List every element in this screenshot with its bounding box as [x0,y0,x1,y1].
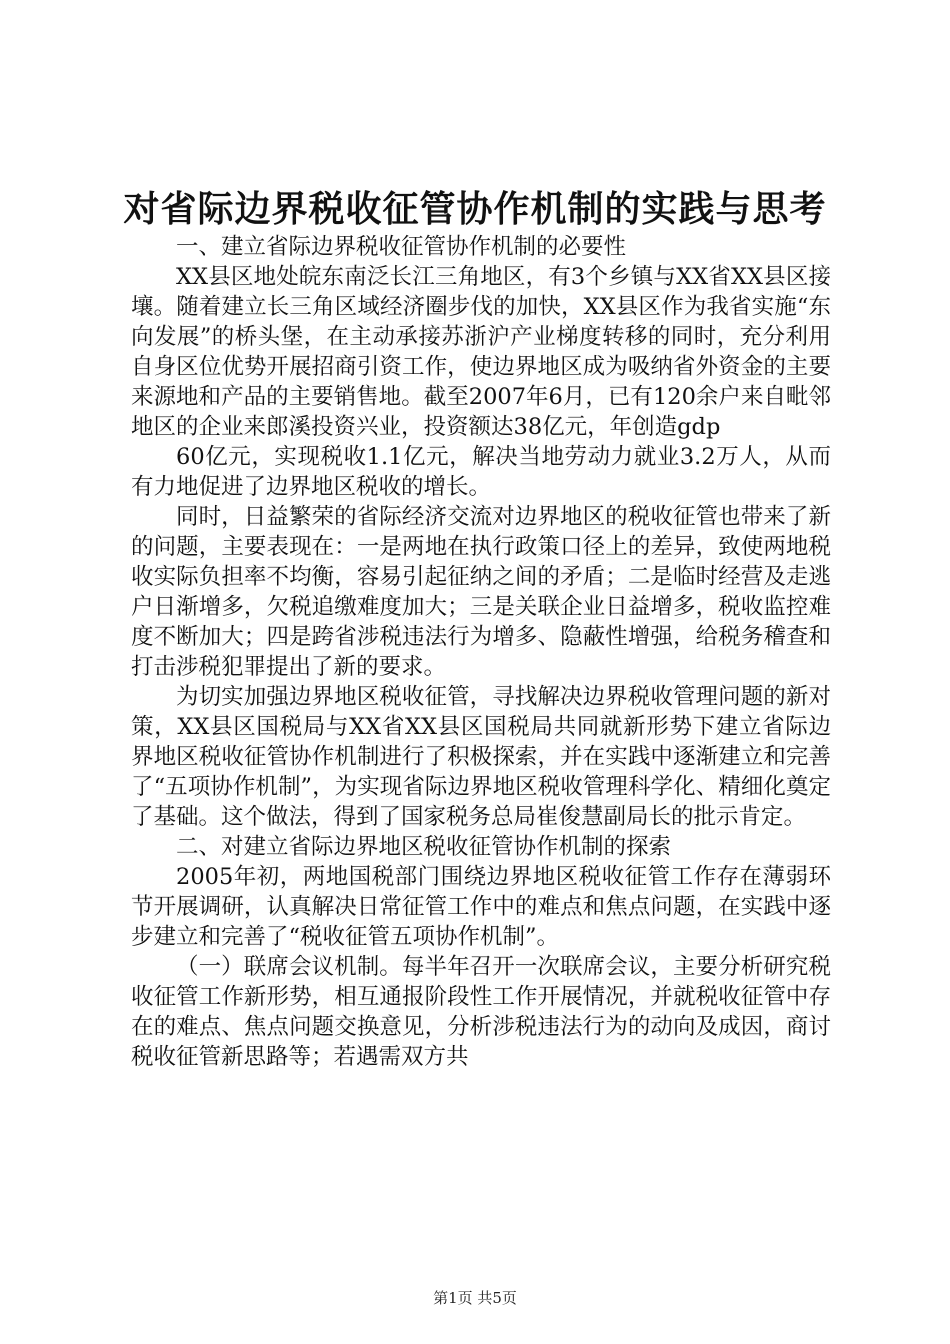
section-heading-2: 二、对建立省际边界地区税收征管协作机制的探索 [176,834,672,860]
section-heading-1: 一、建立省际边界税收征管协作机制的必要性 [176,234,627,260]
paragraph: （一）联席会议机制。每半年召开一次联席会议，主要分析研究税收征管工作新形势，相互通报阶段性工作开展情况，并就税收征管中存在的难点、焦点问题交换意见，分析涉税违法行为的动向及成因，商讨税收征管新思路等；若遇需双方共 [131,954,831,1070]
paragraph: 2005年初，两地国税部门围绕边界地区税收征管工作存在薄弱环节开展调研，认真解决日常征管工作中的难点和焦点问题，在实践中逐步建立和完善了“税收征管五项协作机制”。 [131,864,831,950]
document-title: 对省际边界税收征管协作机制的实践与思考 [123,188,827,230]
paragraph: 为切实加强边界地区税收征管，寻找解决边界税收管理问题的新对策，XX县区国税局与XX省XX县区国税局共同就新形势下建立省际边界地区税收征管协作机制进行了积极探索，并在实践中逐渐建立和完善了“五项协作机制”，为实现省际边界地区税收管理科学化、精细化奠定了基础。这个做法，得到了国家税务总局崔俊慧副局长的批示肯定。 [131,684,831,830]
document-body [131,232,831,1072]
page-footer: 第1页 共5页 [433,1289,517,1307]
paragraph: XX县区地处皖东南泛长江三角地区，有3个乡镇与XX省XX县区接壤。随着建立长三角区域经济圈步伐的加快，XX县区作为我省实施“东向发展”的桥头堡，在主动承接苏浙沪产业梯度转移的同时，充分利用自身区位优势开展招商引资工作，使边界地区成为吸纳省外资金的主要来源地和产品的主要销售地。截至2007年6月，已有120余户来自毗邻地区的企业来郎溪投资兴业，投资额达38亿元，年创造gdp [131,264,831,440]
paragraph: 同时，日益繁荣的省际经济交流对边界地区的税收征管也带来了新的问题，主要表现在：一是两地在执行政策口径上的差异，致使两地税收实际负担率不均衡，容易引起征纳之间的矛盾；二是临时经营及走逃户日渐增多，欠税追缴难度加大；三是关联企业日益增多，税收监控难度不断加大；四是跨省涉税违法行为增多、隐蔽性增强，给税务稽查和打击涉税犯罪提出了新的要求。 [131,504,831,680]
paragraph: 60亿元，实现税收1.1亿元，解决当地劳动力就业3.2万人，从而有力地促进了边界地区税收的增长。 [131,444,831,500]
